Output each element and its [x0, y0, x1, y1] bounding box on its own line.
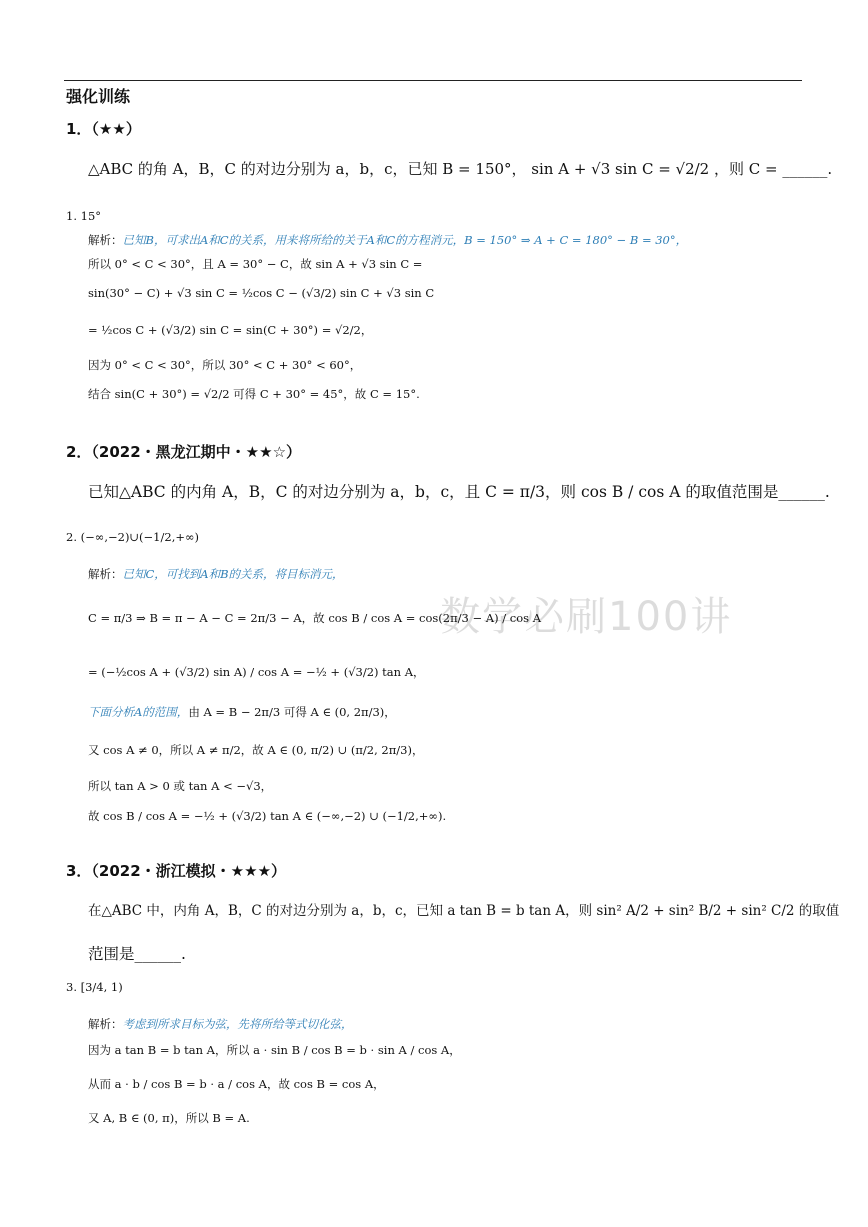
- q2-line-7: 故 cos B / cos A = −½ + (√3/2) tan A ∈ (−∞,−2) ∪ (−1/2,+∞).: [88, 809, 447, 823]
- q1-line-4: = ½cos C + (√3/2) sin C = sin(C + 30°) = √2/2，: [88, 323, 373, 337]
- section-title: 强化训练: [66, 87, 131, 106]
- q3-answer: 3. [3/4, 1): [66, 980, 123, 994]
- q3-text-2: 范围是______.: [88, 945, 186, 963]
- q1-answer: 1. 15°: [66, 209, 102, 223]
- q1-line-3: sin(30° − C) + √3 sin C = ½cos C − (√3/2) sin C + √3 sin C: [88, 286, 435, 300]
- q3-line-3: 从而 a · b / cos B = b · a / cos A，故 cos B = cos A，: [88, 1077, 385, 1091]
- q2-text: 已知△ABC 的内角 A，B，C 的对边分别为 a，b，c，且 C = π/3，则 cos B / cos A 的取值范围是______.: [88, 483, 830, 501]
- q3-heading: 3．（2022・浙江模拟・★★★）: [66, 862, 287, 880]
- q2-line-2: C = π/3 ⇒ B = π − A − C = 2π/3 − A，故 cos B / cos A = cos(2π/3 − A) / cos A: [88, 611, 542, 625]
- q3-line-1: 解析：考虑到所求目标为弦，先将所给等式切化弦，: [88, 1017, 353, 1031]
- q2-heading: 2．（2022・黑龙江期中・★★☆）: [66, 443, 302, 461]
- q3-line-2: 因为 a tan B = b tan A，所以 a · sin B / cos B = b · sin A / cos A，: [88, 1043, 461, 1057]
- q1-line-1: 解析：已知B，可求出A和C的关系，用来将所给的关于A和C的方程消元，B = 150° ⇒ A + C = 180° − B = 30°，: [88, 233, 688, 247]
- header-rule: [64, 80, 802, 81]
- q2-line-6: 所以 tan A > 0 或 tan A < −√3，: [88, 779, 273, 793]
- q2-line-5: 又 cos A ≠ 0，所以 A ≠ π/2，故 A ∈ (0, π/2) ∪ (π/2, 2π/3)，: [88, 743, 424, 757]
- q2-line-4: 下面分析A的范围，由 A = B − 2π/3 可得 A ∈ (0, 2π/3)，: [88, 705, 396, 719]
- q1-text: △ABC 的角 A，B，C 的对边分别为 a，b，c，已知 B = 150°， sin A + √3 sin C = √2/2 ，则 C = ______.: [88, 160, 833, 178]
- q1-line-5: 因为 0° < C < 30°，所以 30° < C + 30° < 60°，: [88, 358, 362, 372]
- watermark: 数学必刷100讲: [440, 594, 733, 640]
- q2-line-3: = (−½cos A + (√3/2) sin A) / cos A = −½ + (√3/2) tan A，: [88, 665, 425, 679]
- q1-line-2: 所以 0° < C < 30°，且 A = 30° − C，故 sin A + √3 sin C =: [88, 257, 423, 271]
- q3-line-4: 又 A, B ∈ (0, π)，所以 B = A.: [88, 1111, 250, 1125]
- q1-heading: 1．（★★）: [66, 120, 141, 138]
- q2-line-1: 解析：已知C，可找到A和B的关系，将目标消元，: [88, 567, 344, 581]
- q3-text-1: 在△ABC 中，内角 A，B，C 的对边分别为 a，b，c，已知 a tan B = b tan A，则 sin² A/2 + sin² B/2 + sin² C/2 的取值: [88, 903, 840, 919]
- q2-answer: 2. (−∞,−2)∪(−1/2,+∞): [66, 530, 200, 544]
- q1-line-6: 结合 sin(C + 30°) = √2/2 可得 C + 30° = 45°，故 C = 15°.: [88, 387, 420, 401]
